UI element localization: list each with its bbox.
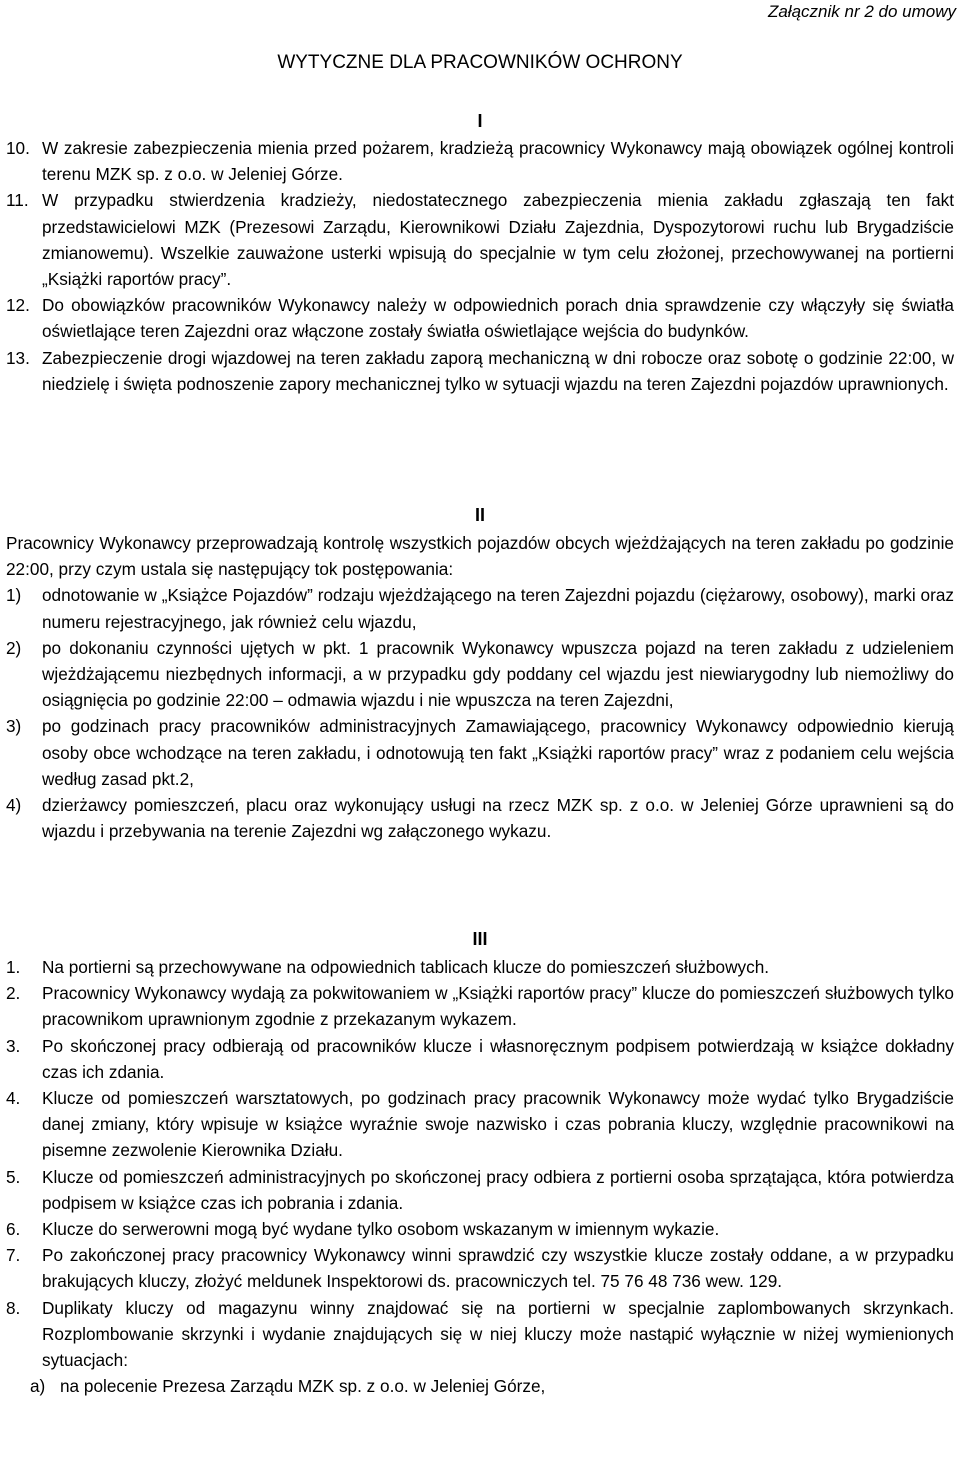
item-text: Duplikaty kluczy od magazynu winny znajdować się na portierni w specjalnie zaplombowanych skrzynkach. Rozplombowanie skrzynki i wydanie znajdujących się w niej kluczy może nastąpić wyłącznie w niżej wymienionych sytuacjach: (42, 1297, 954, 1371)
item-number: 12. (6, 295, 30, 316)
section-3-body (6, 954, 954, 1399)
item-number: 5. (6, 1166, 21, 1187)
list-item (6, 792, 954, 844)
sub-item-text: na polecenie Prezesa Zarządu MZK sp. z o.o. w Jeleniej Górze, (60, 1376, 546, 1397)
section-1-body (6, 135, 954, 397)
item-number: 2) (6, 637, 22, 658)
item-text: odnotowanie w „Książce Pojazdów” rodzaju wjeżdżającego na teren Zajezdni pojazdu (ciężarowy, osobowy), marki oraz numeru rejestracyjnego, jak również celu wjazdu, (42, 585, 954, 632)
item-number: 1. (6, 957, 21, 977)
list-item (6, 582, 954, 634)
item-number: 3. (6, 1035, 21, 1056)
sub-item-letter: a) (30, 1376, 46, 1397)
item-text: po godzinach pracy pracowników administracyjnych Zamawiającego, pracownicy Wykonawcy odpowiednio kierują osoby obce wchodzące na teren zakładu, i odnotowują ten fakt „Książki raportów pracy” wraz z podaniem celu wejścia według zasad pkt.2, (42, 716, 954, 789)
item-number: 2. (6, 983, 21, 1004)
item-number: 1) (6, 585, 22, 606)
item-number: 11. (6, 190, 29, 211)
list-item (6, 954, 954, 980)
item-text: W zakresie zabezpieczenia mienia przed pożarem, kradzieżą pracownicy Wykonawcy mają obowiązek ogólnej kontroli terenu MZK sp. z o.o. w Jeleniej Górze. (42, 138, 954, 185)
sub-list-item (6, 1373, 954, 1399)
annex-label: Załącznik nr 2 do umowy (767, 2, 956, 21)
document-title: WYTYCZNE DLA PRACOWNIKÓW OCHRONY (277, 52, 683, 73)
item-number: 6. (6, 1219, 21, 1240)
item-text: Po zakończonej pracy pracownicy Wykonawcy winni sprawdzić czy wszystkie klucze zostały oddane, a w przypadku brakujących kluczy, złożyć meldunek Inspektorowi ds. pracowniczych tel. 75 76 48 736 wew. 129. (42, 1245, 954, 1292)
item-number: 10. (6, 138, 30, 158)
list-item (6, 135, 954, 187)
list-item (6, 980, 954, 1032)
list-item (6, 1033, 954, 1085)
item-text: Po skończonej pracy odbierają od pracowników klucze i własnoręcznym podpisem potwierdzają w książce dokładny czas ich zdania. (42, 1035, 954, 1082)
section-heading-1: I (477, 111, 483, 131)
list-item (6, 1085, 954, 1164)
list-item (6, 1164, 954, 1216)
list-item (6, 187, 954, 292)
item-number: 4) (6, 795, 22, 816)
item-text: po dokonaniu czynności ujętych w pkt. 1 pracownik Wykonawcy wpuszcza pojazd na teren zakładu z udzieleniem wjeżdżającemu niezbędnych informacji, a w przypadku gdy poddany cel wjazdu jest niewiarygodny lub niemożliwy do osiągnięcia po godzinie 22:00 – odmawia wjazdu i nie wpuszcza na teren Zajezdni, (42, 637, 954, 711)
item-text: Klucze od pomieszczeń administracyjnych po skończonej pracy odbiera z portierni osoba sprzątająca, która potwierdza podpisem w książce czas ich pobrania i zdania. (42, 1166, 954, 1213)
list-item (6, 635, 954, 714)
section-heading-2: II (474, 505, 485, 525)
list-item (6, 1295, 954, 1374)
list-item (6, 345, 954, 397)
section-intro: Pracownicy Wykonawcy przeprowadzają kontrolę wszystkich pojazdów obcych wjeżdżających na teren zakładu po godzinie 22:00, przy czym ustala się następujący tok postępowania: (6, 533, 954, 580)
item-number: 3) (6, 716, 22, 737)
list-item (6, 1242, 954, 1294)
item-number: 4. (6, 1088, 21, 1109)
item-text: Klucze do serwerowni mogą być wydane tylko osobom wskazanym w imiennym wykazie. (42, 1219, 720, 1240)
item-text: Pracownicy Wykonawcy wydają za pokwitowaniem w „Książki raportów pracy” klucze do pomieszczeń służbowych tylko pracownikom uprawnionym zgodnie z przekazanym wykazem. (42, 983, 954, 1030)
item-text: W przypadku stwierdzenia kradzieży, niedostatecznego zabezpieczenia mienia zakładu zgłaszają ten fakt przedstawicielowi MZK (Prezesowi Zarządu, Kierownikowi Działu Zajezdnia, Dyspozytorowi ruchu lub Brygadziście zmianowemu). Wszelkie zauważone usterki wpisują do specjalnie w tym celu złożonej, przechowywanej na portierni „Książki raportów pracy”. (42, 190, 954, 290)
list-item (6, 713, 954, 792)
item-text: Zabezpieczenie drogi wjazdowej na teren zakładu zaporą mechaniczną w dni robocze oraz sobotę o godzinie 22:00, w niedzielę i święta podnoszenie zapory mechanicznej tylko w sytuacji wjazdu na teren Zajezdni pojazdów uprawnionych. (42, 347, 954, 394)
section-2-body (6, 530, 954, 844)
section-heading-3: III (472, 929, 488, 949)
item-number: 13. (6, 347, 30, 368)
list-item (6, 292, 954, 344)
item-text: Klucze od pomieszczeń warsztatowych, po godzinach pracy pracownik Wykonawcy może wydać tylko Brygadziście danej zmiany, który wpisuje w książce wyraźnie swoje nazwisko i czas pobrania kluczy, względnie pracownikowi na pisemne zezwolenie Kierownika Działu. (42, 1088, 954, 1161)
list-item (6, 1216, 954, 1242)
item-number: 8. (6, 1297, 21, 1318)
item-text: Do obowiązków pracowników Wykonawcy należy w odpowiednich porach dnia sprawdzenie czy włączyły się światła oświetlające teren Zajezdni oraz włączone zostały światła oświetlające wejścia do budynków. (42, 295, 954, 342)
item-number: 7. (6, 1245, 21, 1266)
item-text: dzierżawcy pomieszczeń, placu oraz wykonujący usługi na rzecz MZK sp. z o.o. w Jeleniej Górze uprawnieni są do wjazdu i przebywania na terenie Zajezdni wg załączonego wykazu. (42, 795, 954, 842)
item-text: Na portierni są przechowywane na odpowiednich tablicach klucze do pomieszczeń służbowych. (42, 957, 770, 977)
